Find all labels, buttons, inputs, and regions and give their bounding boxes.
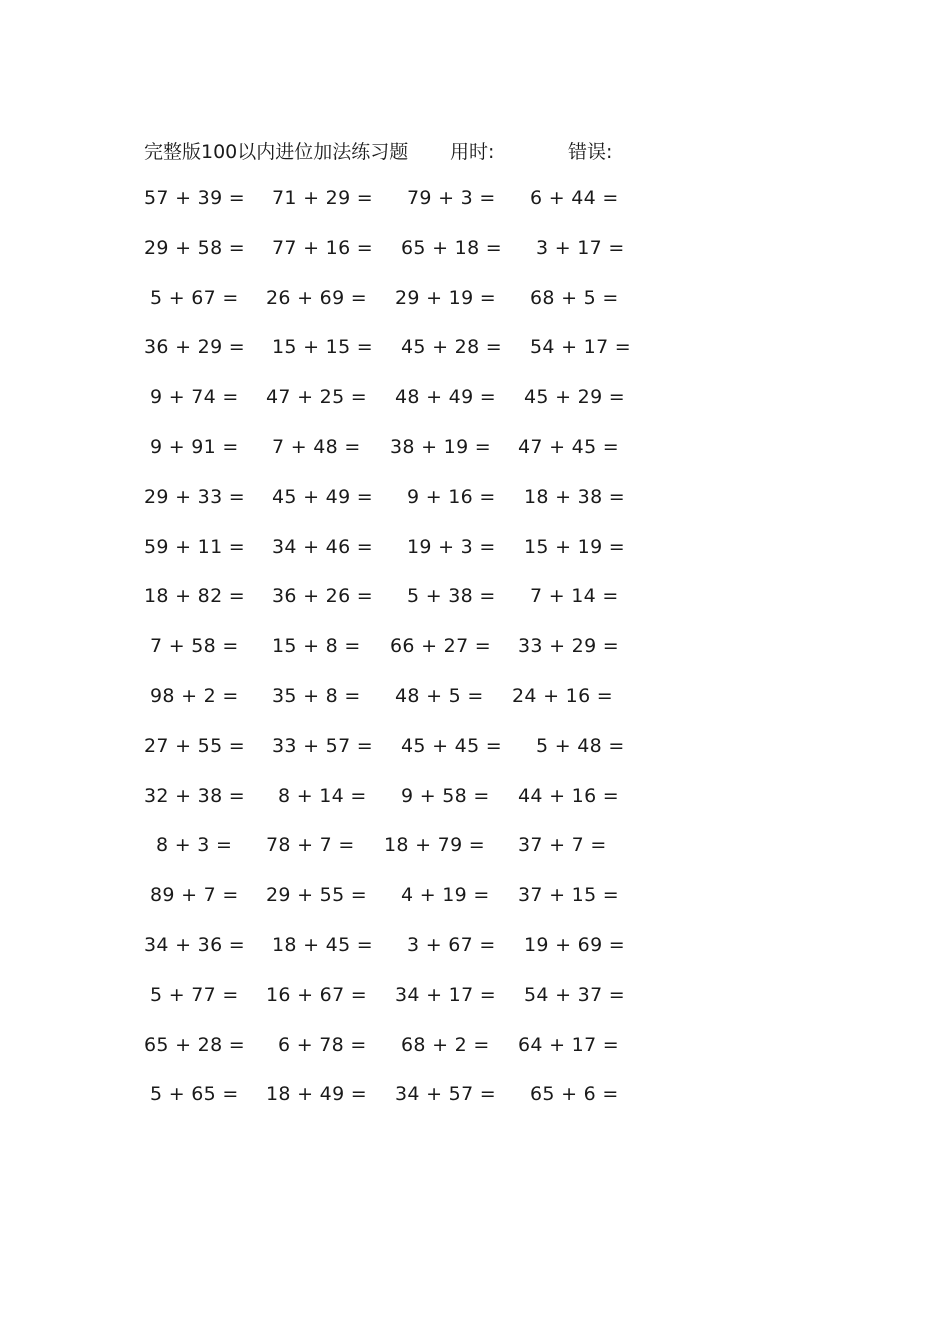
problem-item: 64 + 17 = [518,1034,620,1056]
problem-item: 45 + 49 = [272,486,374,508]
problem-item: 54 + 37 = [524,984,626,1006]
problem-row [0,834,950,860]
time-used-label: 用时: [450,141,495,163]
problem-item: 37 + 15 = [518,884,620,906]
problem-item: 16 + 67 = [266,984,368,1006]
problem-row [0,436,950,462]
problem-item: 77 + 16 = [272,237,374,259]
problem-item: 89 + 7 = [150,884,239,906]
problem-item: 15 + 19 = [524,536,626,558]
problem-item: 18 + 45 = [272,934,374,956]
problem-item: 6 + 78 = [278,1034,367,1056]
problem-row [0,336,950,362]
problem-row [0,536,950,562]
problem-item: 9 + 74 = [150,386,239,408]
problem-item: 5 + 48 = [536,735,625,757]
problem-item: 47 + 45 = [518,436,620,458]
problem-row [0,585,950,611]
problem-item: 19 + 3 = [407,536,496,558]
problem-item: 44 + 16 = [518,785,620,807]
problem-item: 27 + 55 = [144,735,246,757]
problem-item: 45 + 45 = [401,735,503,757]
problem-item: 7 + 48 = [272,436,361,458]
problem-row [0,785,950,811]
problem-item: 47 + 25 = [266,386,368,408]
worksheet-header [0,137,950,165]
problem-row [0,934,950,960]
problem-item: 79 + 3 = [407,187,496,209]
problem-item: 48 + 5 = [395,685,484,707]
problem-item: 33 + 57 = [272,735,374,757]
problem-item: 18 + 79 = [384,834,486,856]
problem-item: 5 + 67 = [150,287,239,309]
problem-item: 3 + 17 = [536,237,625,259]
problem-item: 4 + 19 = [401,884,490,906]
problem-item: 98 + 2 = [150,685,239,707]
problem-item: 19 + 69 = [524,934,626,956]
problem-item: 48 + 49 = [395,386,497,408]
problem-item: 9 + 91 = [150,436,239,458]
problem-item: 36 + 26 = [272,585,374,607]
problem-item: 68 + 5 = [530,287,619,309]
problem-item: 57 + 39 = [144,187,246,209]
problem-item: 5 + 77 = [150,984,239,1006]
problem-item: 5 + 38 = [407,585,496,607]
problem-item: 68 + 2 = [401,1034,490,1056]
problem-item: 15 + 15 = [272,336,374,358]
problem-item: 6 + 44 = [530,187,619,209]
problem-item: 54 + 17 = [530,336,632,358]
errors-label: 错误: [568,141,613,163]
problem-item: 29 + 33 = [144,486,246,508]
problem-item: 3 + 67 = [407,934,496,956]
problem-item: 65 + 6 = [530,1083,619,1105]
problem-row [0,237,950,263]
problem-item: 35 + 8 = [272,685,361,707]
problem-item: 36 + 29 = [144,336,246,358]
problem-item: 78 + 7 = [266,834,355,856]
problem-item: 59 + 11 = [144,536,246,558]
problem-item: 34 + 46 = [272,536,374,558]
problem-item: 29 + 19 = [395,287,497,309]
problem-item: 34 + 17 = [395,984,497,1006]
problem-item: 5 + 65 = [150,1083,239,1105]
problem-item: 9 + 16 = [407,486,496,508]
problem-row [0,685,950,711]
problem-item: 45 + 29 = [524,386,626,408]
problem-row [0,287,950,313]
problem-item: 33 + 29 = [518,635,620,657]
problem-row [0,1034,950,1060]
problem-item: 18 + 82 = [144,585,246,607]
problem-item: 7 + 14 = [530,585,619,607]
worksheet-title: 完整版100以内进位加法练习题 [144,141,409,163]
problem-row [0,486,950,512]
problem-item: 18 + 38 = [524,486,626,508]
problem-item: 65 + 18 = [401,237,503,259]
problem-item: 7 + 58 = [150,635,239,657]
problem-item: 24 + 16 = [512,685,614,707]
problem-row [0,984,950,1010]
problem-item: 32 + 38 = [144,785,246,807]
problem-item: 8 + 3 = [156,834,233,856]
problem-row [0,884,950,910]
problem-row [0,735,950,761]
problem-item: 34 + 57 = [395,1083,497,1105]
problem-item: 37 + 7 = [518,834,607,856]
problem-row [0,635,950,661]
problem-item: 71 + 29 = [272,187,374,209]
problem-item: 29 + 58 = [144,237,246,259]
problem-item: 29 + 55 = [266,884,368,906]
problem-item: 15 + 8 = [272,635,361,657]
problem-grid [0,187,950,1117]
problem-item: 66 + 27 = [390,635,492,657]
problem-item: 18 + 49 = [266,1083,368,1105]
problem-item: 38 + 19 = [390,436,492,458]
problem-item: 9 + 58 = [401,785,490,807]
problem-item: 34 + 36 = [144,934,246,956]
problem-item: 8 + 14 = [278,785,367,807]
problem-row [0,1083,950,1109]
problem-item: 65 + 28 = [144,1034,246,1056]
problem-row [0,386,950,412]
problem-item: 45 + 28 = [401,336,503,358]
problem-row [0,187,950,213]
problem-item: 26 + 69 = [266,287,368,309]
